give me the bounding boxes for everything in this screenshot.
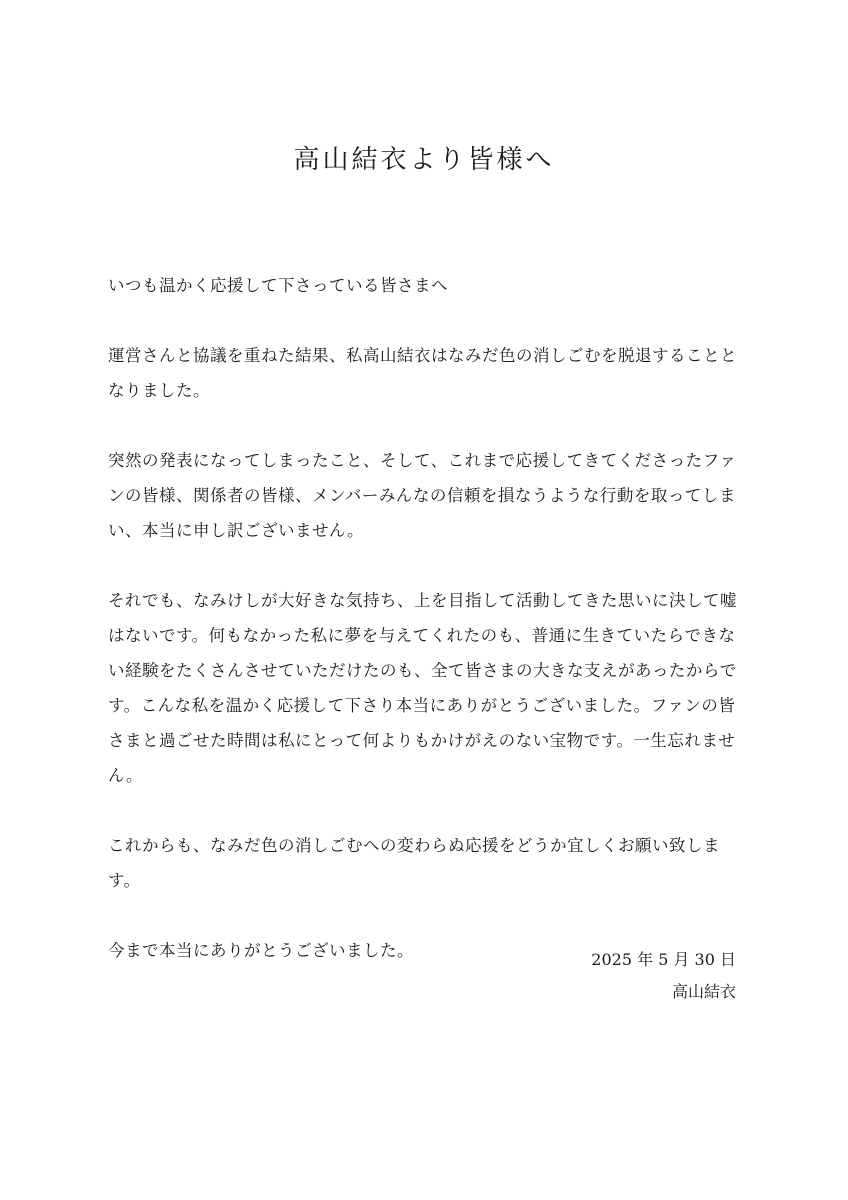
signature-name: 高山結衣 [671, 982, 736, 1001]
document-title: 高山結衣より皆様へ [293, 145, 555, 175]
signature-block [591, 944, 736, 1008]
paragraph-apology: 突然の発表になってしまったこと、そして、これまで応援してきてくださったファンの皆様、関係者の皆様、メンバーみんなの信頼を損なうような行動を取ってしまい、本当に申し訳ございません。 [108, 451, 737, 540]
paragraph-thanks: 今まで本当にありがとうございました。 [108, 941, 414, 960]
date: 2025 年 5 月 30 日 [591, 950, 736, 969]
paragraph-withdrawal: 運営さんと協議を重ねた結果、私高山結衣はなみだ色の消しごむを脱退することとなりました。 [108, 346, 737, 400]
document-body [108, 268, 748, 1003]
paragraph-request: これからも、なみだ色の消しごむへの変わらぬ応援をどうか宜しくお願い致します。 [108, 836, 720, 890]
paragraph-gratitude: それでも、なみけしが大好きな気持ち、上を目指して活動してきた思いに決して嘘はないです。何もなかった私に夢を与えてくれたのも、普通に生きていたらできない経験をたくさんさせていただけたのも、全て皆さまの大きな支えがあったからです。こんな私を温かく応援して下さり本当にありがとうございました。ファンの皆さまと過ごせた時間は私にとって何よりもかけがえのない宝物です。一生忘れません。 [108, 591, 737, 785]
salutation: いつも温かく応援して下さっている皆さまへ [108, 276, 448, 295]
